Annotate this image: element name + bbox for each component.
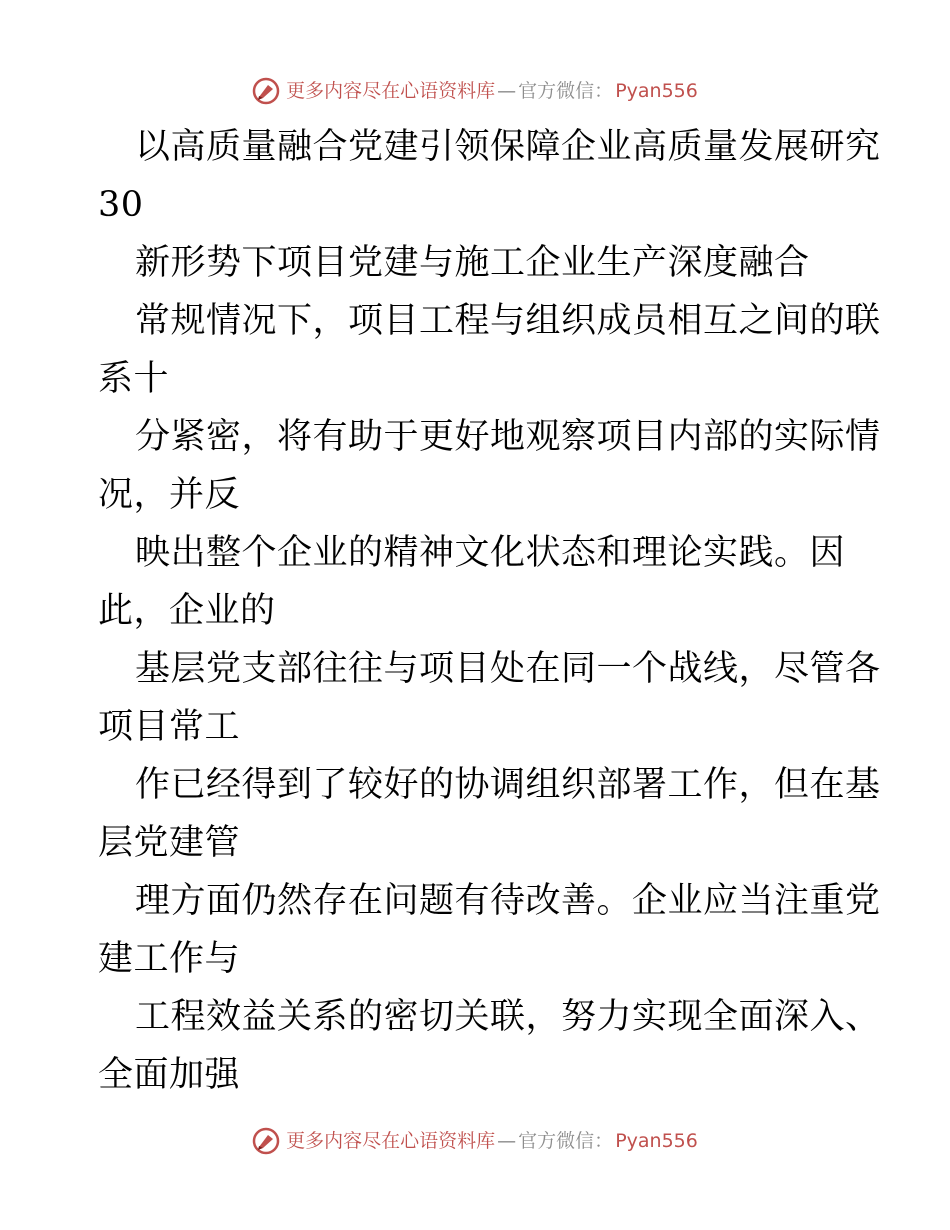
pen-nib-logo-icon (252, 1127, 280, 1155)
text-line: 分紧密，将有助于更好地观察项目内部的实际情 (135, 417, 881, 457)
text-line: 映出整个企业的精神文化状态和理论实践。因 (135, 533, 846, 573)
banner-dash: — (497, 1130, 517, 1152)
text-line: 以高质量融合党建引领保障企业高质量发展研究 (135, 127, 881, 167)
banner-dash: — (497, 80, 517, 102)
text-line: 30 (98, 185, 144, 225)
text-line: 项目常工 (98, 707, 241, 747)
text-line: 工程效益关系的密切关联，努力实现全面深入、 (135, 997, 881, 1037)
banner-wechat-account: Pyan556 (615, 80, 698, 102)
header-banner (0, 74, 950, 108)
text-line: 作已经得到了较好的协调组织部署工作，但在基 (135, 765, 881, 805)
text-line: 层党建管 (98, 823, 241, 863)
banner-wechat-account: Pyan556 (615, 1130, 698, 1152)
text-line: 建工作与 (98, 939, 241, 979)
text-line: 基层党支部往往与项目处在同一个战线，尽管各 (135, 649, 881, 689)
text-line: 系十 (98, 359, 170, 399)
text-line: 新形势下项目党建与施工企业生产深度融合 (135, 243, 810, 283)
banner-wechat-label: 官方微信： (518, 1130, 614, 1152)
text-line: 况，并反 (98, 475, 241, 515)
text-line: 此，企业的 (98, 591, 276, 631)
pen-nib-logo-icon (252, 77, 280, 105)
text-line: 全面加强 (98, 1055, 241, 1095)
body-text (98, 118, 881, 1104)
text-line: 常规情况下，项目工程与组织成员相互之间的联 (135, 301, 881, 341)
text-line: 理方面仍然存在问题有待改善。企业应当注重党 (135, 881, 881, 921)
banner-slogan: 更多内容尽在心语资料库 (286, 1130, 496, 1152)
footer-banner (0, 1124, 950, 1158)
banner-slogan: 更多内容尽在心语资料库 (286, 80, 496, 102)
banner-wechat-label: 官方微信： (518, 80, 614, 102)
